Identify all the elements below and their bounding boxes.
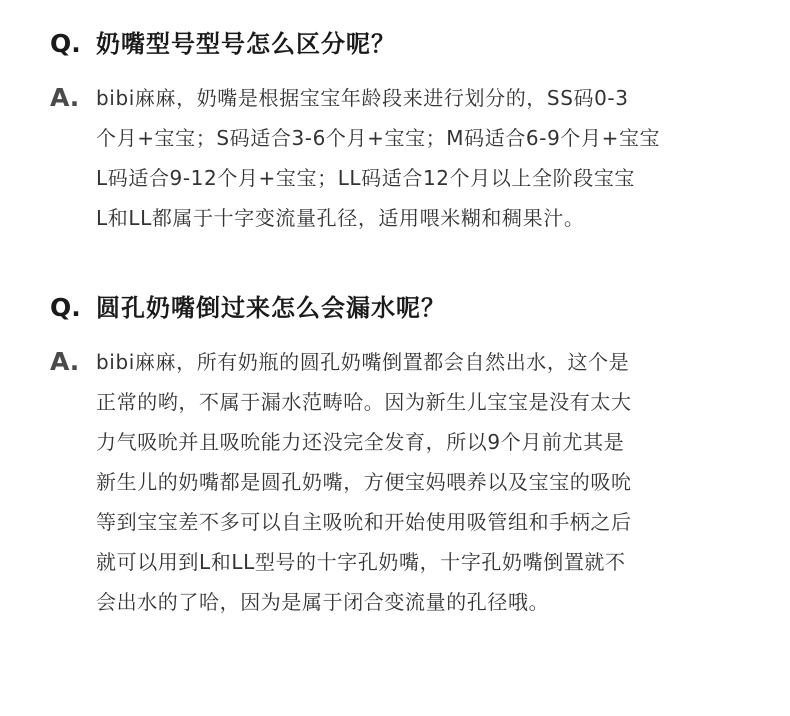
answer-prefix: A. bbox=[50, 347, 80, 376]
answer-line: L码适合9-12个月+宝宝；LL码适合12个月以上全阶段宝宝 bbox=[96, 166, 636, 190]
question-title: 奶嘴型号型号怎么区分呢？ bbox=[96, 30, 396, 58]
answer-line: bibi麻麻，所有奶瓶的圆孔奶嘴倒置都会自然出水，这个是 bbox=[96, 350, 630, 374]
question-row bbox=[0, 24, 790, 64]
question-prefix: Q. bbox=[50, 293, 81, 322]
faq-item-2 bbox=[0, 288, 790, 622]
question-title: 圆孔奶嘴倒过来怎么会漏水呢？ bbox=[96, 294, 446, 322]
answer-line: 就可以用到L和LL型号的十字孔奶嘴，十字孔奶嘴倒置就不 bbox=[96, 550, 626, 574]
answer-text bbox=[96, 342, 790, 622]
answer-block bbox=[0, 342, 790, 622]
answer-line: bibi麻麻，奶嘴是根据宝宝年龄段来进行划分的，SS码0-3 bbox=[96, 86, 629, 110]
answer-line: 等到宝宝差不多可以自主吸吮和开始使用吸管组和手柄之后 bbox=[96, 510, 632, 534]
question-row bbox=[0, 288, 790, 328]
answer-line: 力气吸吮并且吸吮能力还没完全发育，所以9个月前尤其是 bbox=[96, 430, 625, 454]
answer-line: L和LL都属于十字变流量孔径，适用喂米糊和稠果汁。 bbox=[96, 206, 585, 230]
answer-line: 正常的哟，不属于漏水范畴哈。因为新生儿宝宝是没有太大 bbox=[96, 390, 632, 414]
answer-line: 新生儿的奶嘴都是圆孔奶嘴，方便宝妈喂养以及宝宝的吸吮 bbox=[96, 470, 632, 494]
answer-text bbox=[96, 78, 790, 238]
answer-line: 会出水的了哈，因为是属于闭合变流量的孔径哦。 bbox=[96, 590, 550, 614]
answer-prefix: A. bbox=[50, 83, 80, 112]
answer-block bbox=[0, 78, 790, 238]
faq-item-1 bbox=[0, 24, 790, 238]
question-prefix: Q. bbox=[50, 29, 81, 58]
answer-line: 个月+宝宝；S码适合3-6个月+宝宝；M码适合6-9个月+宝宝 bbox=[96, 126, 661, 150]
